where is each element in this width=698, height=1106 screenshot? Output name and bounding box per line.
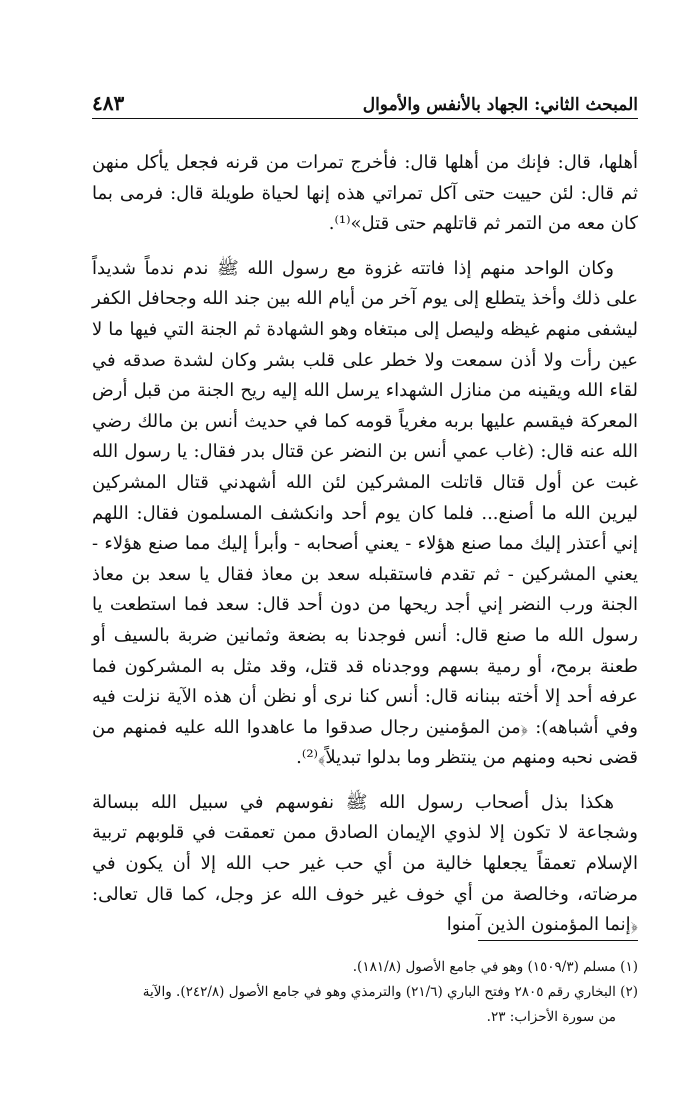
footnotes	[92, 955, 638, 1030]
main-text	[92, 148, 638, 941]
footnote-1: (١) مسلم (١٥٠٩/٣) وهو في جامع الأصول (١٨١/٨).	[352, 959, 638, 975]
paragraph-2: وكان الواحد منهم إذا فاتته غزوة مع رسول الله ﷺ ندم ندماً شديداً على ذلك وأخذ يتطلع إلى يوم آخر من أيام الله بين جند الله وجحافل الكفر ليشفى منهم غيظه وليصل إلى مبتغاه وهو الشهادة ثم الجنة التي فيها ما لا عين رأت ولا أذن سمعت ولا خطر على قلب بشر وكان لشدة صدقه في لقاء الله ويقينه من منازل الشهداء يرسل الله إليه ريح الجنة من قبل أرض المعركة فيقسم عليها بربه مغرياً قومه كما في حديث أنس بن مالك رضي الله عنه قال: (غاب عمي أنس بن النضر عن قتال بدر فقال: يا رسول الله غبت عن أول قتال قاتلت المشركين لئن الله أشهدني قتال المشركين ليرين الله ما أصنع... فلما كان يوم أحد وانكشف المسلمون فقال: اللهم إني أعتذر إليك مما صنع هؤلاء - يعني أصحابه - وأبرأ إليك مما صنع هؤلاء - يعني المشركين - ثم تقدم فاستقبله سعد بن معاذ فقال يا سعد بن معاذ الجنة ورب النضر إني أجد ريحها من دون أحد قال: سعد فما استطعت يا رسول الله ما صنع قال: أنس فوجدنا به بضعة وثمانين ضربة بالسيف أو طعنة برمح، أو رمية بسهم ووجدناه قد قتل، وقد مثل به المشركون فما عرفه أحد إلا أخته ببنانه قال: أنس كنا نرى أو نظن أن هذه الآية نزلت فيه وفي أشباهه): ﴿من المؤمنين رجال صدقوا ما عاهدوا الله عليه فمنهم من قضى نحبه ومنهم من ينتظر وما بدلوا تبديلاً﴾⁽²⁾.	[92, 257, 638, 769]
footnote-2-line-2: من سورة الأحزاب: ٢٣.	[486, 1009, 616, 1025]
footnote-2	[92, 980, 638, 1030]
paragraph-3: هكذا بذل أصحاب رسول الله ﷺ نفوسهم في سبيل الله ببسالة وشجاعة لا تكون إلا لذوي الإيمان الصادق ممن تعمقت في قلوبهم تربية الإسلام تعمقاً يجعلها خالية من أي حب غير حب الله إلا أن يكون في مرضاته، وخالصة من أي خوف غير خوف الله عز وجل، كما قال تعالى: ﴿إنما المؤمنون الذين آمنوا	[92, 791, 638, 936]
page-header	[92, 88, 638, 119]
paragraph-1: أهلها، قال: فإنك من أهلها قال: فأخرج تمرات من قرنه فجعل يأكل منهن ثم قال: لئن حييت حتى آكل تمراتي هذه إنها لحياة طويلة قال: فرمى بما كان معه من التمر ثم قاتلهم حتى قتل»⁽¹⁾.	[92, 152, 638, 235]
running-title: المبحث الثاني: الجهاد بالأنفس والأموال	[362, 95, 638, 115]
footnote-separator	[478, 940, 638, 941]
page-number: ٤٨٣	[92, 91, 125, 115]
footnote-2-line-1: (٢) البخاري رقم ٢٨٠٥ وفتح الباري (٢١/٦) والترمذي وهو في جامع الأصول (٢٤٢/٨). والآية	[142, 984, 638, 1000]
